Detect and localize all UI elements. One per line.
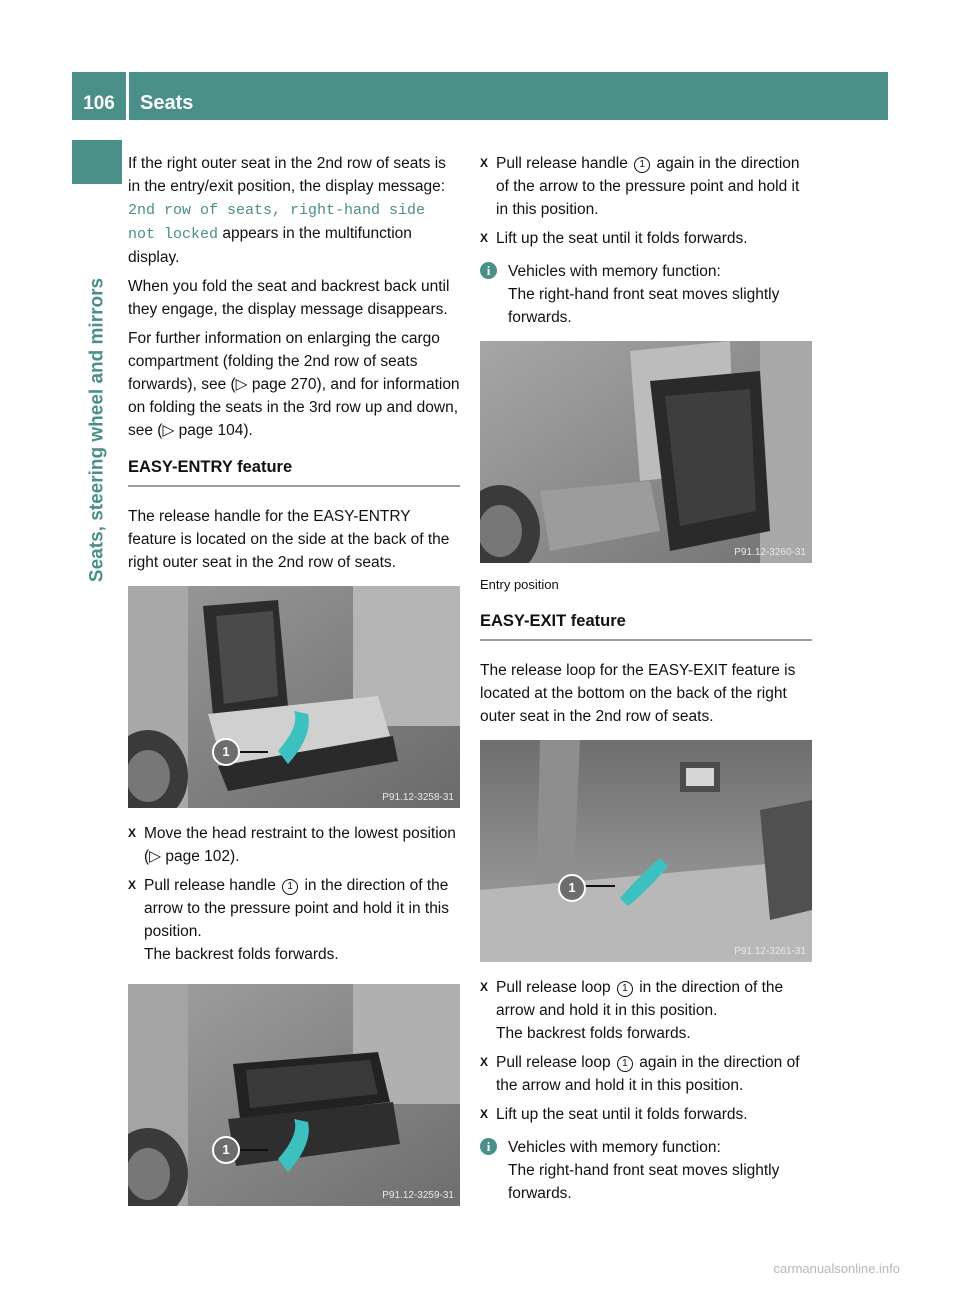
- page-header: [72, 72, 888, 120]
- step-lift-seat: X Lift up the seat until it folds forwards.: [480, 227, 812, 250]
- step-pull-loop-again: X Pull release loop 1 again in the direction of the arrow and hold it in this position.: [480, 1051, 812, 1097]
- step-result: The backrest folds forwards.: [496, 1025, 691, 1042]
- callout-ref: 1: [617, 1056, 633, 1072]
- right-column: [480, 152, 812, 1213]
- figure-code: P91.12-3259-31: [382, 1190, 454, 1201]
- step-result: The backrest folds forwards.: [144, 946, 339, 963]
- step-pull-release-handle: X Pull release handle 1 in the direction of the arrow to the pressure point and hold it in this position. The backrest folds forwards.: [128, 874, 460, 966]
- figure-entry-position: [480, 341, 812, 563]
- x-marker-icon: X: [480, 980, 489, 994]
- x-marker-icon: X: [480, 1107, 489, 1121]
- figure-code: P91.12-3261-31: [734, 946, 806, 957]
- header-divider: [126, 72, 129, 120]
- paragraph-fold-back: When you fold the seat and backrest back until they engage, the display message disappears.: [128, 278, 450, 318]
- info-icon: i: [480, 1138, 497, 1155]
- figure-code: P91.12-3260-31: [734, 547, 806, 558]
- footer-watermark: carmanualsonline.info: [773, 1261, 900, 1276]
- seat-photo-illustration: [480, 341, 812, 563]
- callout-release-handle: 1: [212, 738, 240, 766]
- paragraph-display-message: If the right outer seat in the 2nd row of seats is in the entry/exit position, the display message: 2nd row of seats, right-hand side not locked appears in the multifunction display.: [128, 155, 446, 266]
- heading-easy-exit: EASY-EXIT feature: [480, 610, 812, 641]
- seat-photo-illustration: [480, 740, 812, 962]
- step-lift-seat-exit: X Lift up the seat until it folds forwards.: [480, 1103, 812, 1126]
- side-tab-marker: [72, 140, 122, 184]
- callout-ref: 1: [617, 981, 633, 997]
- side-tab-label: Seats, steering wheel and mirrors: [86, 277, 108, 583]
- callout-release-handle: 1: [212, 1136, 240, 1164]
- seat-photo-illustration: [128, 984, 460, 1206]
- left-column: [128, 152, 460, 1220]
- paragraph-easy-exit: The release loop for the EASY-EXIT feature is located at the bottom on the back of the right outer seat in the 2nd row of seats.: [480, 662, 796, 725]
- step-pull-handle-again: X Pull release handle 1 again in the direction of the arrow to the pressure point and hold it in this position.: [480, 152, 812, 221]
- figure-backrest-folded: [128, 984, 460, 1206]
- figure-release-loop: [480, 740, 812, 962]
- step-head-restraint: X Move the head restraint to the lowest position (▷ page 102).: [128, 822, 460, 868]
- info-memory-function: i Vehicles with memory function: The right-hand front seat moves slightly forwards.: [480, 260, 812, 329]
- x-marker-icon: X: [128, 826, 137, 840]
- section-title: Seats: [140, 92, 194, 114]
- display-message-text: 2nd row of seats, right-hand side not locked: [128, 202, 426, 243]
- paragraph-further-info: For further information on enlarging the cargo compartment (folding the 2nd row of seats forwards), see (▷ page 270), and for information on folding the seats in the 3rd row up and down, see (▷ page 104).: [128, 330, 460, 439]
- info-memory-function-exit: i Vehicles with memory function: The right-hand front seat moves slightly forwards.: [480, 1136, 812, 1205]
- figure-code: P91.12-3258-31: [382, 792, 454, 803]
- x-marker-icon: X: [480, 1055, 489, 1069]
- figure-caption: Entry position: [480, 577, 559, 592]
- seat-photo-illustration: [128, 586, 460, 808]
- page-number: 106: [83, 93, 115, 114]
- paragraph-easy-entry: The release handle for the EASY-ENTRY feature is located on the side at the back of the right outer seat in the 2nd row of seats.: [128, 508, 450, 571]
- figure-release-handle: [128, 586, 460, 808]
- heading-easy-entry: EASY-ENTRY feature: [128, 456, 460, 487]
- step-pull-release-loop: X Pull release loop 1 in the direction of the arrow and hold it in this position. The backrest folds forwards.: [480, 976, 812, 1045]
- callout-release-loop: 1: [558, 874, 586, 902]
- x-marker-icon: X: [480, 156, 489, 170]
- callout-ref: 1: [282, 879, 298, 895]
- x-marker-icon: X: [480, 231, 489, 245]
- info-icon: i: [480, 262, 497, 279]
- callout-ref: 1: [634, 157, 650, 173]
- x-marker-icon: X: [128, 878, 137, 892]
